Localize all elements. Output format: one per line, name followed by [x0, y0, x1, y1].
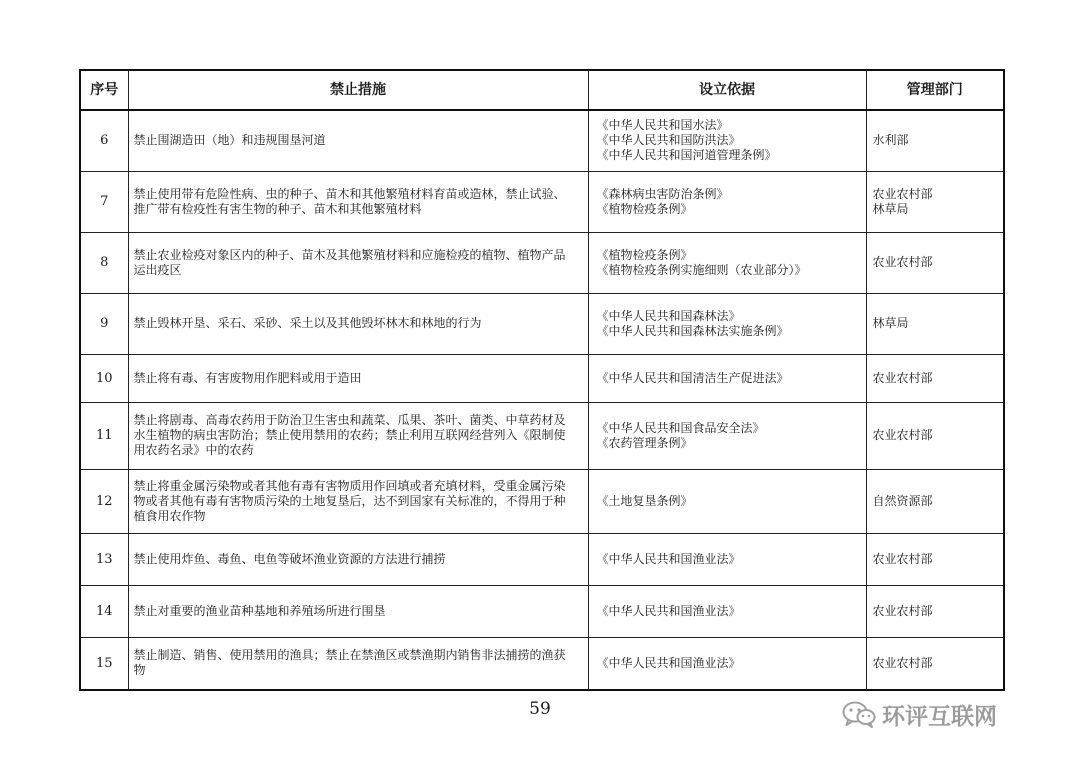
- row-number: 7: [80, 171, 128, 232]
- dept-text-line: 农业农村部: [872, 428, 933, 442]
- dept-text: [866, 585, 1004, 637]
- basis-text-line: 《农药管理条例》: [596, 435, 693, 450]
- dept-text: [866, 110, 1004, 171]
- measure-text-line: 推广带有检疫性有害生物的种子、苗木和其他繁殖材料: [133, 201, 422, 216]
- basis-text: [588, 469, 866, 533]
- table-row: [80, 171, 1004, 232]
- header-dept: 管理部门: [866, 70, 1004, 110]
- basis-text-line: 《中华人民共和国水法》: [596, 118, 729, 133]
- table-row: [80, 533, 1004, 585]
- row-number: 10: [80, 354, 128, 402]
- wechat-icon: [842, 700, 876, 728]
- measure-text-line: 物: [133, 663, 146, 678]
- dept-text-line: 水利部: [872, 133, 909, 148]
- basis-text-line: 《植物检疫条例》: [596, 247, 693, 262]
- dept-text-line: 农业农村部: [872, 551, 933, 566]
- basis-text-line: 《中华人民共和国清洁生产促进法》: [596, 370, 789, 385]
- basis-text-line: 《中华人民共和国森林法》: [596, 308, 741, 323]
- header-measure: 禁止措施: [128, 70, 588, 110]
- watermark: [842, 698, 997, 730]
- measure-text-line: 禁止农业检疫对象区内的种子、苗木及其他繁殖材料和应施检疫的植物、植物产品: [133, 247, 566, 262]
- dept-text-line: 农业农村部: [872, 255, 933, 269]
- basis-text: [588, 402, 866, 469]
- table-row: [80, 402, 1004, 469]
- measure-text-line: 禁止制造、销售、使用禁用的渔具；禁止在禁渔区或禁渔期内销售非法捕捞的渔获: [133, 648, 566, 663]
- basis-text: [588, 585, 866, 637]
- header-no: 序号: [80, 70, 128, 110]
- row-number: 14: [80, 585, 128, 637]
- table-row: [80, 585, 1004, 637]
- dept-text: [866, 171, 1004, 232]
- measure-text-line: 用农药名录》中的农药: [133, 443, 254, 457]
- basis-text-line: 《中华人民共和国渔业法》: [596, 551, 741, 566]
- table-row: [80, 232, 1004, 293]
- dept-text: [866, 293, 1004, 354]
- dept-text: [866, 469, 1004, 533]
- basis-text-line: 《中华人民共和国渔业法》: [596, 603, 741, 618]
- table-row: [80, 637, 1004, 690]
- header-basis: 设立依据: [588, 70, 866, 110]
- table-row: [80, 293, 1004, 354]
- basis-text: [588, 354, 866, 402]
- basis-text-line: 《土地复垦条例》: [596, 493, 693, 508]
- dept-text: [866, 354, 1004, 402]
- measure-text-line: 禁止毁林开垦、采石、采砂、采土以及其他毁坏林木和林地的行为: [133, 316, 482, 330]
- row-number: 9: [80, 293, 128, 354]
- measure-text: [128, 533, 588, 585]
- basis-text-line: 《中华人民共和国森林法实施条例》: [596, 323, 789, 338]
- basis-text-line: 《植物检疫条例实施细则（农业部分）》: [596, 262, 807, 277]
- table-row: [80, 110, 1004, 171]
- basis-text-line: 《植物检疫条例》: [596, 201, 693, 216]
- regulation-table: [79, 69, 1005, 691]
- measure-text: [128, 354, 588, 402]
- basis-text: [588, 533, 866, 585]
- dept-text-line: 农业农村部: [872, 603, 933, 618]
- dept-text: [866, 402, 1004, 469]
- row-number: 11: [80, 402, 128, 469]
- dept-text: [866, 232, 1004, 293]
- measure-text: [128, 402, 588, 469]
- measure-text-line: 水生植物的病虫害防治；禁止使用禁用的农药；禁止利用互联网经营列入《限制使: [133, 428, 566, 442]
- dept-text: [866, 533, 1004, 585]
- row-number: 12: [80, 469, 128, 533]
- measure-text-line: 运出疫区: [133, 262, 182, 277]
- table-body: [80, 110, 1004, 690]
- measure-text-line: 禁止使用带有危险性病、虫的种子、苗木和其他繁殖材料育苗或造林，禁止试验、: [133, 186, 566, 201]
- dept-text-line: 林草局: [872, 316, 909, 330]
- dept-text-line: 农业农村部: [872, 186, 933, 201]
- measure-text-line: 禁止围湖造田（地）和违规围垦河道: [133, 133, 326, 148]
- measure-text-line: 植食用农作物: [133, 508, 206, 523]
- dept-text-line: 农业农村部: [872, 655, 933, 670]
- table-row: [80, 354, 1004, 402]
- basis-text: [588, 293, 866, 354]
- basis-text-line: 《中华人民共和国防洪法》: [596, 133, 741, 148]
- row-number: 13: [80, 533, 128, 585]
- measure-text-line: 物或者其他有毒有害物质污染的土地复垦后，达不到国家有关标准的，不得用于种: [133, 493, 566, 508]
- measure-text: [128, 637, 588, 690]
- row-number: 15: [80, 637, 128, 690]
- basis-text: [588, 232, 866, 293]
- measure-text-line: 禁止将重金属污染物或者其他有毒有害物质用作回填或者充填材料，受重金属污染: [133, 478, 566, 493]
- measure-text-line: 禁止将剧毒、高毒农药用于防治卫生害虫和蔬菜、瓜果、茶叶、菌类、中草药材及: [133, 413, 566, 427]
- measure-text: [128, 585, 588, 637]
- measure-text-line: 禁止对重要的渔业苗种基地和养殖场所进行围垦: [133, 603, 386, 618]
- measure-text-line: 禁止使用炸鱼、毒鱼、电鱼等破坏渔业资源的方法进行捕捞: [133, 551, 446, 566]
- measure-text: [128, 293, 588, 354]
- dept-text-line: 林草局: [872, 201, 909, 216]
- basis-text: [588, 110, 866, 171]
- basis-text: [588, 171, 866, 232]
- watermark-text: 环评互联网: [882, 703, 997, 730]
- measure-text-line: 禁止将有毒、有害废物用作肥料或用于造田: [133, 370, 362, 385]
- dept-text-line: 自然资源部: [872, 493, 933, 508]
- basis-text-line: 《中华人民共和国渔业法》: [596, 655, 741, 670]
- dept-text-line: 农业农村部: [872, 370, 933, 385]
- table-row: [80, 469, 1004, 533]
- measure-text: [128, 232, 588, 293]
- measure-text: [128, 469, 588, 533]
- row-number: 6: [80, 110, 128, 171]
- basis-text-line: 《中华人民共和国食品安全法》: [596, 420, 765, 435]
- measure-text: [128, 110, 588, 171]
- dept-text: [866, 637, 1004, 690]
- page-number: 59: [529, 699, 551, 719]
- basis-text: [588, 637, 866, 690]
- basis-text-line: 《中华人民共和国河道管理条例》: [596, 148, 777, 163]
- basis-text-line: 《森林病虫害防治条例》: [596, 186, 729, 201]
- row-number: 8: [80, 232, 128, 293]
- measure-text: [128, 171, 588, 232]
- table-header-row: [80, 70, 1004, 110]
